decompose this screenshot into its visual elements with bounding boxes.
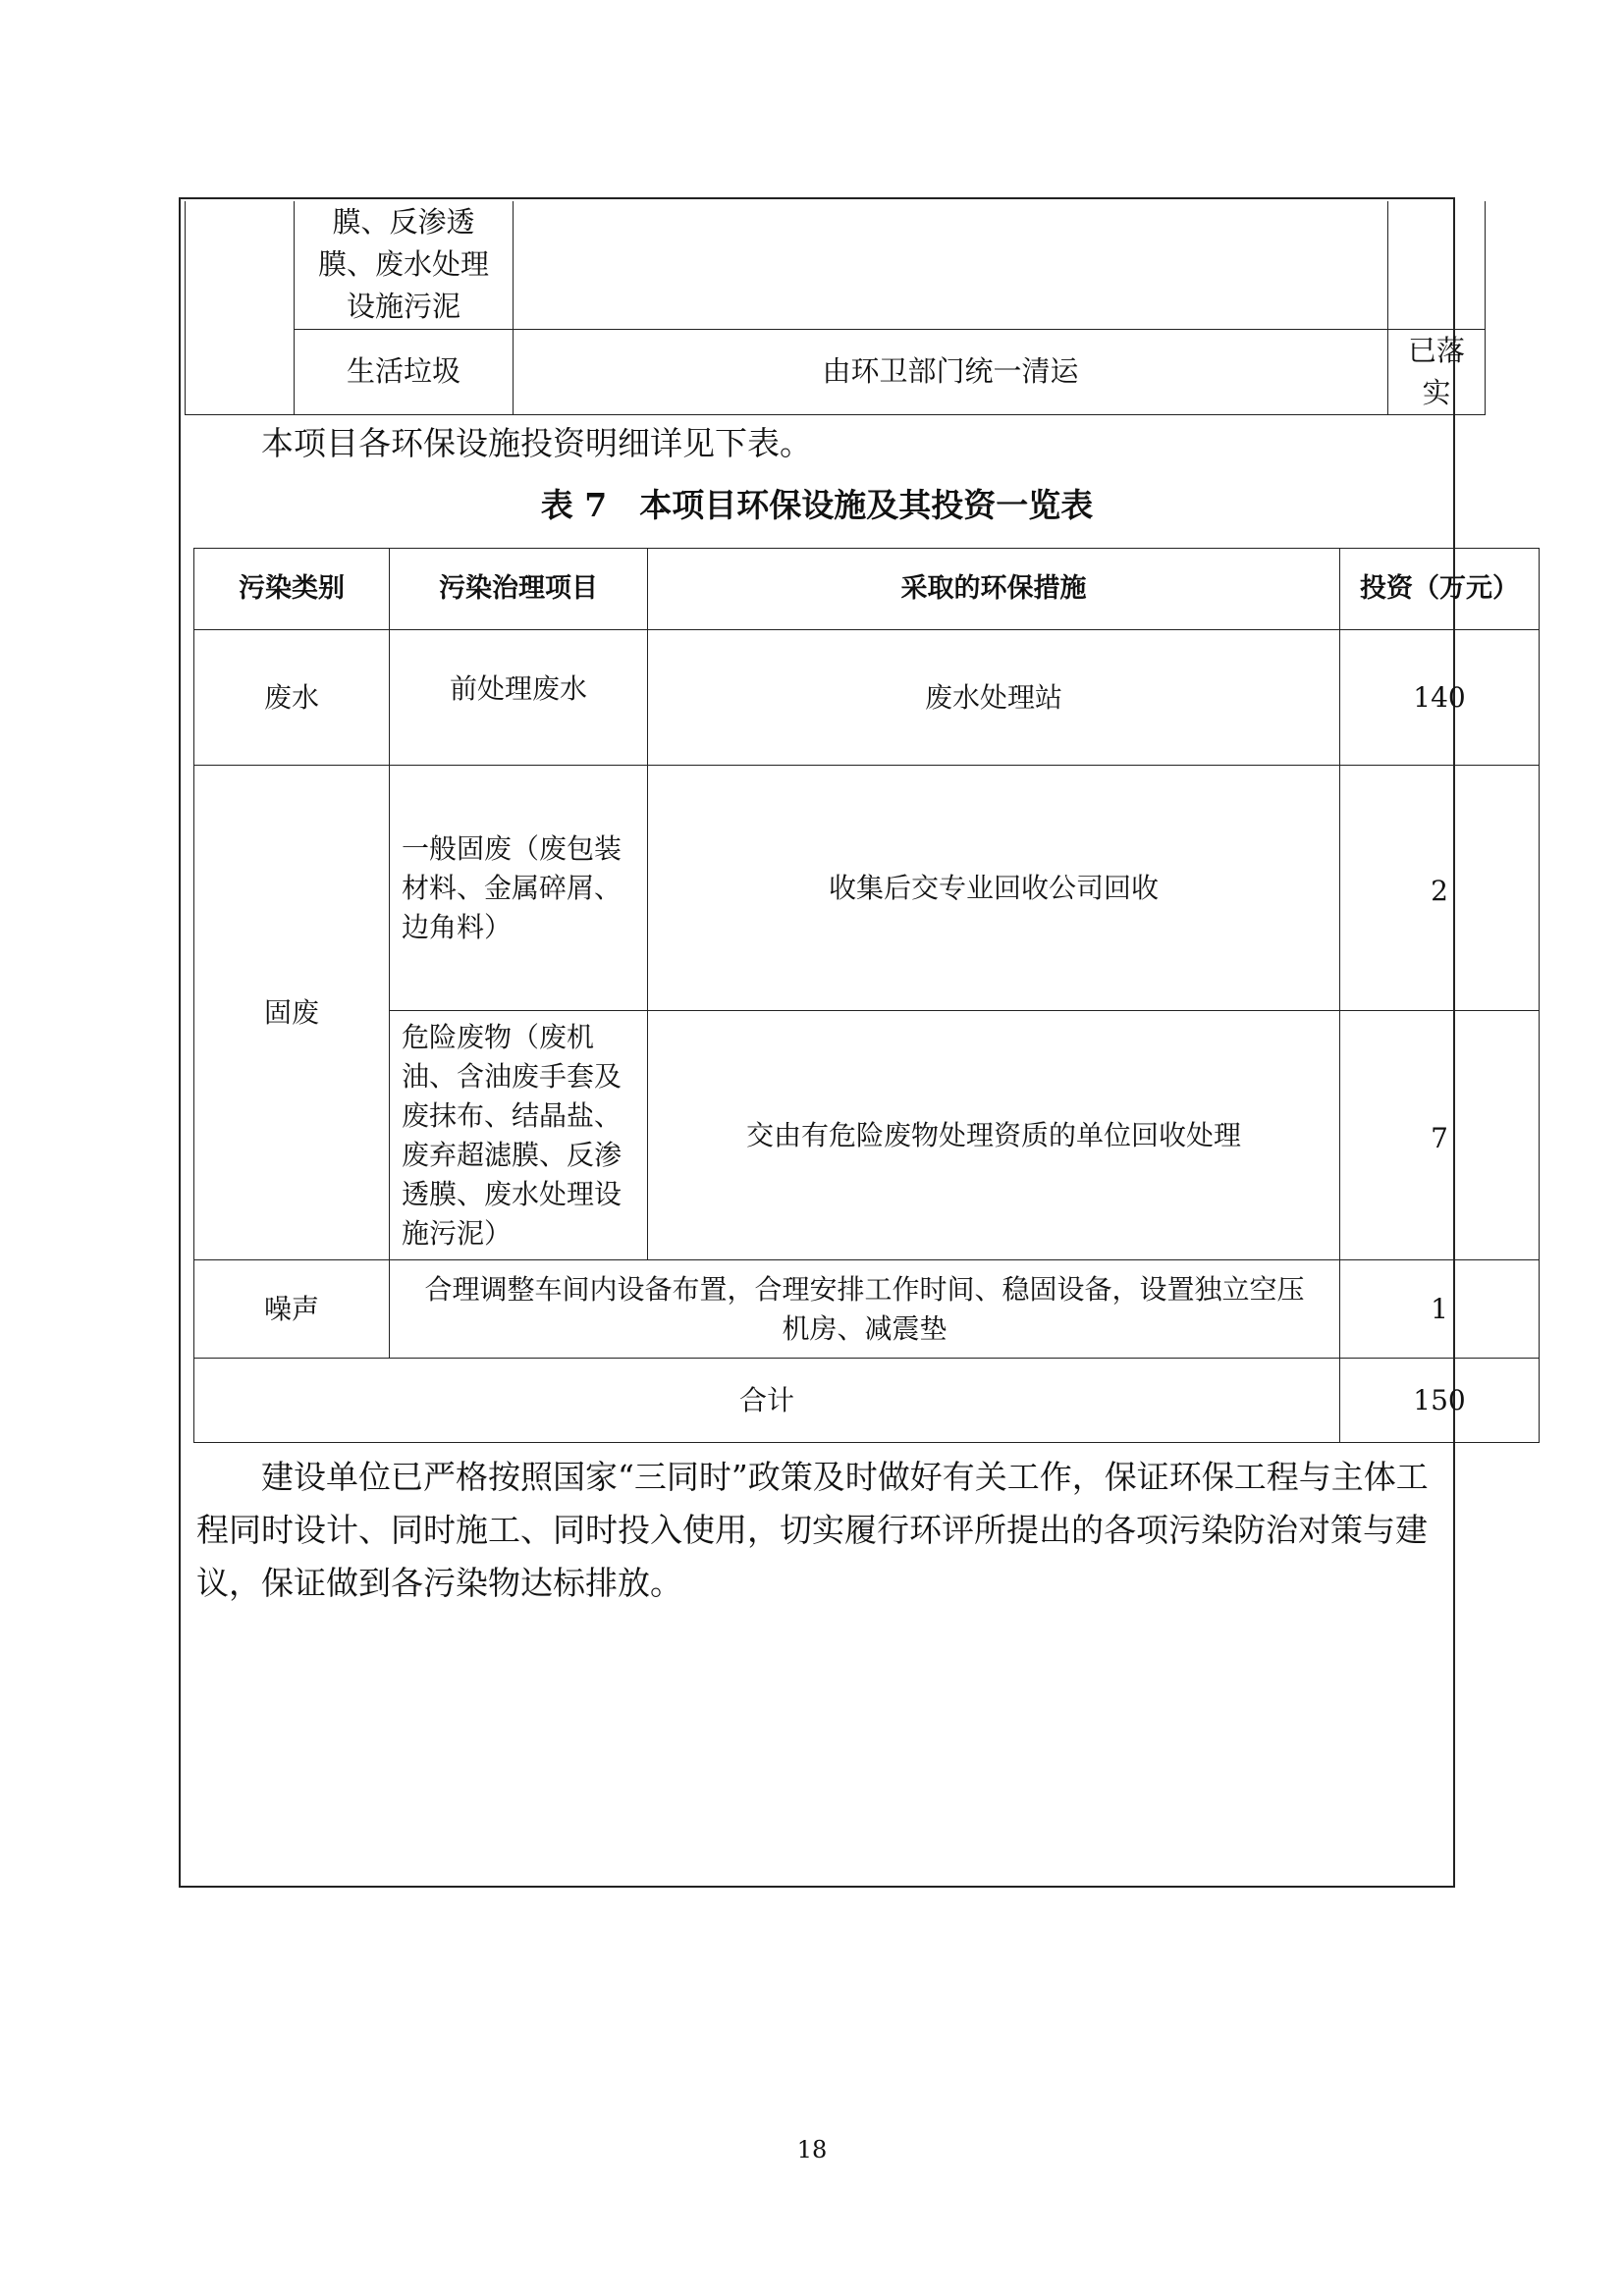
page-number: 18	[796, 2136, 828, 2163]
empty-cell	[186, 201, 295, 414]
header-measure: 采取的环保措施	[648, 549, 1340, 630]
total-value: 150	[1340, 1359, 1540, 1443]
measure-cell	[514, 201, 1388, 329]
category-cell: 噪声	[194, 1260, 390, 1359]
header-item: 污染治理项目	[390, 549, 648, 630]
measure-cell: 交由有危险废物处理资质的单位回收处理	[648, 1011, 1340, 1260]
measure-cell: 废水处理站	[648, 630, 1340, 766]
measure-cell: 由环卫部门统一清运	[514, 329, 1388, 414]
header-row	[194, 549, 1540, 630]
table-row	[186, 201, 1486, 329]
investment-table	[193, 548, 1540, 1443]
item-cell: 合理调整车间内设备布置，合理安排工作时间、稳固设备，设置独立空压机房、减震垫	[390, 1260, 1340, 1359]
closing-paragraph: 建设单位已严格按照国家“三同时”政策及时做好有关工作，保证环保工程与主体工程同时设计、同时施工、同时投入使用，切实履行环评所提出的各项污染防治对策与建议，保证做到各污染物达标排放。	[196, 1458, 1429, 1602]
status-cell	[1388, 201, 1486, 329]
table-row	[194, 630, 1540, 766]
investment-cell: 2	[1340, 766, 1540, 1011]
category-cell: 废水	[194, 630, 390, 766]
investment-cell: 7	[1340, 1011, 1540, 1260]
category-cell: 固废	[194, 766, 390, 1260]
table-row	[186, 329, 1486, 414]
item-cell: 膜、反渗透膜、废水处理设施污泥	[295, 201, 514, 329]
continuation-table	[185, 201, 1486, 415]
header-investment: 投资（万元）	[1340, 549, 1540, 630]
item-cell: 前处理废水	[390, 630, 648, 766]
table-caption: 表 7 本项目环保设施及其投资一览表	[540, 486, 1094, 524]
status-cell: 已落实	[1388, 329, 1486, 414]
item-cell: 危险废物（废机油、含油废手套及废抹布、结晶盐、废弃超滤膜、反渗透膜、废水处理设施污泥）	[390, 1011, 648, 1260]
item-cell: 生活垃圾	[295, 329, 514, 414]
total-label: 合计	[194, 1359, 1340, 1443]
measure-cell: 收集后交专业回收公司回收	[648, 766, 1340, 1011]
table-row	[194, 1260, 1540, 1359]
table-row	[194, 1011, 1540, 1260]
intro-paragraph: 本项目各环保设施投资明细详见下表。	[261, 424, 812, 462]
investment-cell: 1	[1340, 1260, 1540, 1359]
total-row	[194, 1359, 1540, 1443]
item-cell: 一般固废（废包装材料、金属碎屑、边角料）	[390, 766, 648, 1011]
investment-cell: 140	[1340, 630, 1540, 766]
header-category: 污染类别	[194, 549, 390, 630]
table-row	[194, 766, 1540, 1011]
